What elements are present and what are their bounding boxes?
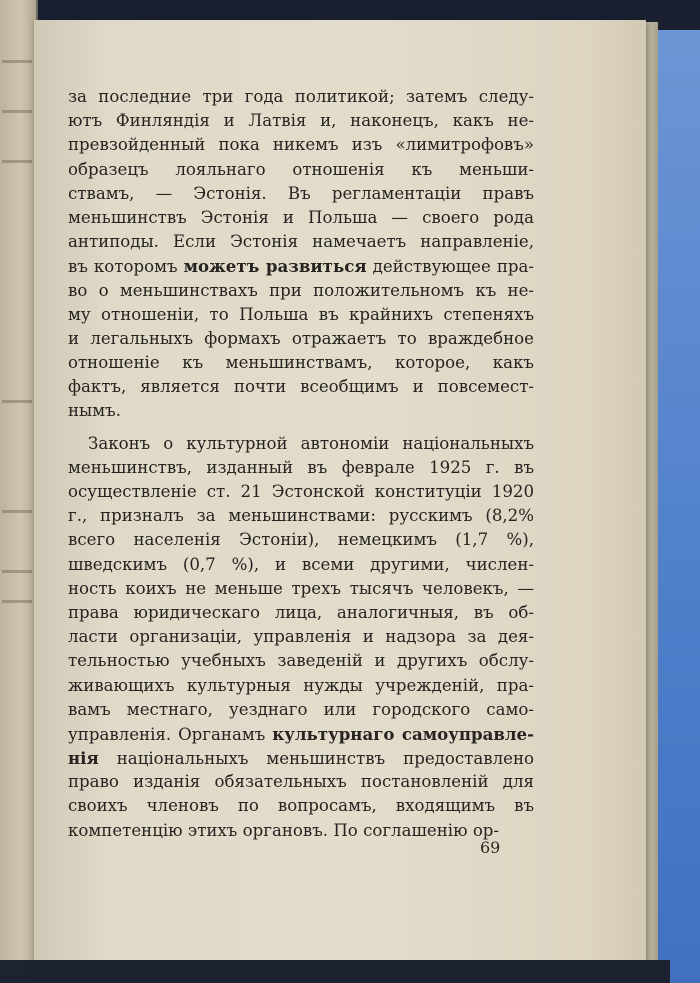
text-line xyxy=(68,279,534,303)
text-run: нымъ. xyxy=(68,401,122,421)
text-line xyxy=(68,770,534,794)
text-run: ность коихъ не меньше трехъ тысячъ человекъ, — xyxy=(68,578,534,598)
text-line xyxy=(68,158,534,182)
page-body-text xyxy=(68,85,534,843)
text-run: ласти организаціи, управленія и надзора за дея- xyxy=(68,627,534,647)
text-run: меньшинствъ, изданный въ феврале 1925 г. въ xyxy=(68,457,534,477)
text-run: и легальныхъ формахъ отражаетъ то враждебное xyxy=(68,328,534,348)
text-line xyxy=(68,746,534,770)
text-line xyxy=(68,649,534,673)
text-line xyxy=(68,230,534,254)
bottom-shadow xyxy=(30,960,670,983)
text-run: отношеніе къ меньшинствамъ, которое, какъ xyxy=(68,353,534,373)
text-line xyxy=(68,303,534,327)
text-line xyxy=(68,327,534,351)
text-run: антиподы. Если Эстонія намечаетъ направленіе, xyxy=(68,232,534,252)
text-run: тельностью учебныхъ заведеній и другихъ обслу- xyxy=(68,651,534,671)
ghost-text-line xyxy=(2,600,32,603)
text-line xyxy=(68,819,534,843)
text-line xyxy=(68,85,534,109)
text-run: во о меньшинствахъ при положительномъ къ не- xyxy=(68,280,534,300)
text-run: въ которомъ xyxy=(68,257,184,277)
text-run: ютъ Финляндія и Латвія и, наконецъ, какъ не- xyxy=(68,111,534,131)
text-run: Законъ о культурной автономіи національныхъ xyxy=(88,433,534,453)
text-line xyxy=(68,399,534,423)
bold-text: культурнаго самоуправле- xyxy=(272,723,534,744)
ghost-text-line xyxy=(2,400,32,403)
text-run: вамъ местнаго, уезднаго или городского само- xyxy=(68,699,534,719)
text-run: г., призналъ за меньшинствами: русскимъ (8,2% xyxy=(68,506,534,526)
ghost-text-line xyxy=(2,60,32,63)
previous-page-edge xyxy=(0,0,38,960)
ghost-text-line xyxy=(2,160,32,163)
text-line xyxy=(68,674,534,698)
text-line xyxy=(68,698,534,722)
text-line xyxy=(68,577,534,601)
ghost-text-line xyxy=(2,570,32,573)
text-line xyxy=(68,456,534,480)
bold-text: нія xyxy=(68,748,99,769)
text-line xyxy=(68,722,534,746)
text-line xyxy=(68,625,534,649)
text-line xyxy=(68,375,534,399)
text-line xyxy=(68,528,534,552)
text-run: компетенцію этихъ органовъ. По соглашенію ор- xyxy=(68,820,500,840)
text-line xyxy=(68,480,534,504)
text-run: действующее пра- xyxy=(366,257,534,277)
text-line xyxy=(68,504,534,528)
text-run: право изданія обязательныхъ постановленій для xyxy=(68,772,534,792)
text-run: національныхъ меньшинствъ предоставлено xyxy=(98,749,534,769)
text-line xyxy=(68,351,534,375)
text-run: всего населенія Эстоніи), немецкимъ (1,7 %), xyxy=(68,530,534,550)
text-line xyxy=(68,182,534,206)
text-line xyxy=(68,133,534,157)
text-run: шведскимъ (0,7 %), и всеми другими, числен- xyxy=(68,554,534,574)
text-line xyxy=(68,553,534,577)
text-run: управленія. Органамъ xyxy=(68,724,273,744)
text-line xyxy=(68,109,534,133)
text-run: превзойденный пока никемъ изъ «лимитрофовъ» xyxy=(68,135,534,155)
text-run: своихъ членовъ по вопросамъ, входящимъ въ xyxy=(68,796,534,816)
text-line xyxy=(68,601,534,625)
text-run: за последние три года политикой; затемъ следу- xyxy=(68,87,534,106)
text-run: меньшинствъ Эстонія и Польша — своего рода xyxy=(68,207,534,227)
text-run: живающихъ культурныя нужды учрежденій, пра- xyxy=(68,675,534,695)
text-line xyxy=(68,432,534,456)
bold-text: можетъ развиться xyxy=(183,256,367,277)
text-line xyxy=(68,254,534,278)
ghost-text-line xyxy=(2,510,32,513)
text-run: осуществленіе ст. 21 Эстонской конституціи 1920 xyxy=(68,482,534,501)
text-line xyxy=(68,206,534,230)
text-run: права юридическаго лица, аналогичныя, въ об- xyxy=(68,602,534,622)
page-number: 69 xyxy=(480,838,501,857)
ghost-text-line xyxy=(2,110,32,113)
text-run: образецъ лояльнаго отношенія къ меньши- xyxy=(68,159,534,179)
text-run: ствамъ, — Эстонія. Въ регламентаціи правъ xyxy=(68,183,534,203)
text-line xyxy=(68,794,534,818)
text-run: фактъ, является почти всеобщимъ и повсемест- xyxy=(68,377,534,397)
text-run: му отношеніи, то Польша въ крайнихъ степеняхъ xyxy=(68,304,534,324)
